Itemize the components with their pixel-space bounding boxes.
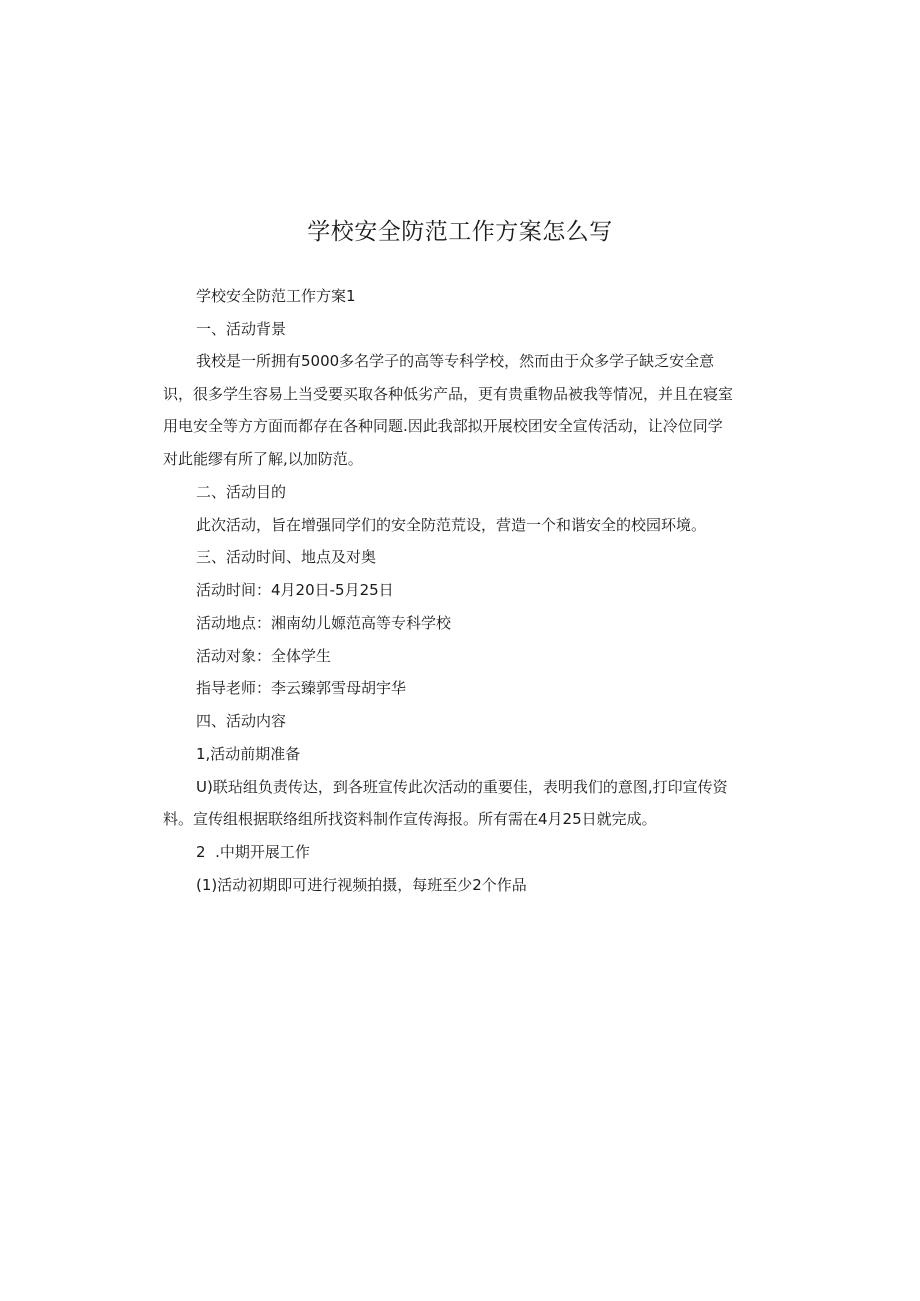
activity-target: 活动对象：全体学生 xyxy=(196,647,332,665)
background-paragraph-line: 识，很多学生容易上当受要买取各种低劣产品，更有贵重物品被我等情况，并且在寝室 xyxy=(163,385,734,403)
background-paragraph-line: 我校是一所拥有5000多名学子的高等专科学校，然而由于众多学子缺乏安全意 xyxy=(196,352,715,370)
section-heading-background: 一、活动背景 xyxy=(196,320,287,338)
midterm-subitem: (1)活动初期即可进行视频拍摄，每班至少2个作品 xyxy=(196,876,527,894)
section-heading-purpose: 二、活动目的 xyxy=(196,483,287,501)
preparation-paragraph-line: 料。宣传组根据联络组所找资料制作宣传海报。所有需在4月25日就完成。 xyxy=(163,810,657,828)
section-heading-content: 四、活动内容 xyxy=(196,712,287,730)
purpose-paragraph: 此次活动，旨在增强同学们的安全防范荒设，营造一个和谐安全的校园环境。 xyxy=(196,516,707,534)
activity-place: 活动地点：湘南幼儿嫄范高等专科学校 xyxy=(196,614,452,632)
plan-subtitle: 学校安全防范工作方案1 xyxy=(196,287,356,305)
background-paragraph-line: 对此能缪有所了解,以加防范。 xyxy=(163,450,363,468)
activity-teacher: 指导老师：李云臻郭雪母胡宇华 xyxy=(196,679,407,697)
background-paragraph-line: 用电安全等方方面而都存在各种同题.因此我部拟开展校团安全宣传活动，让冷位同学 xyxy=(163,417,723,435)
document-title: 学校安全防范工作方案怎么写 xyxy=(307,219,613,245)
section-heading-time-place: 三、活动时间、地点及对奥 xyxy=(196,548,377,566)
item-heading-preparation: 1,活动前期准备 xyxy=(196,745,301,763)
activity-time: 活动时间：4月20日-5月25日 xyxy=(196,581,394,599)
preparation-paragraph-line: U)联玷组负责传达，到各班宣传此次活动的重要佳，表明我们的意图,打印宣传资 xyxy=(196,778,728,796)
item-heading-midterm: 2 .中期开展工作 xyxy=(196,843,310,861)
